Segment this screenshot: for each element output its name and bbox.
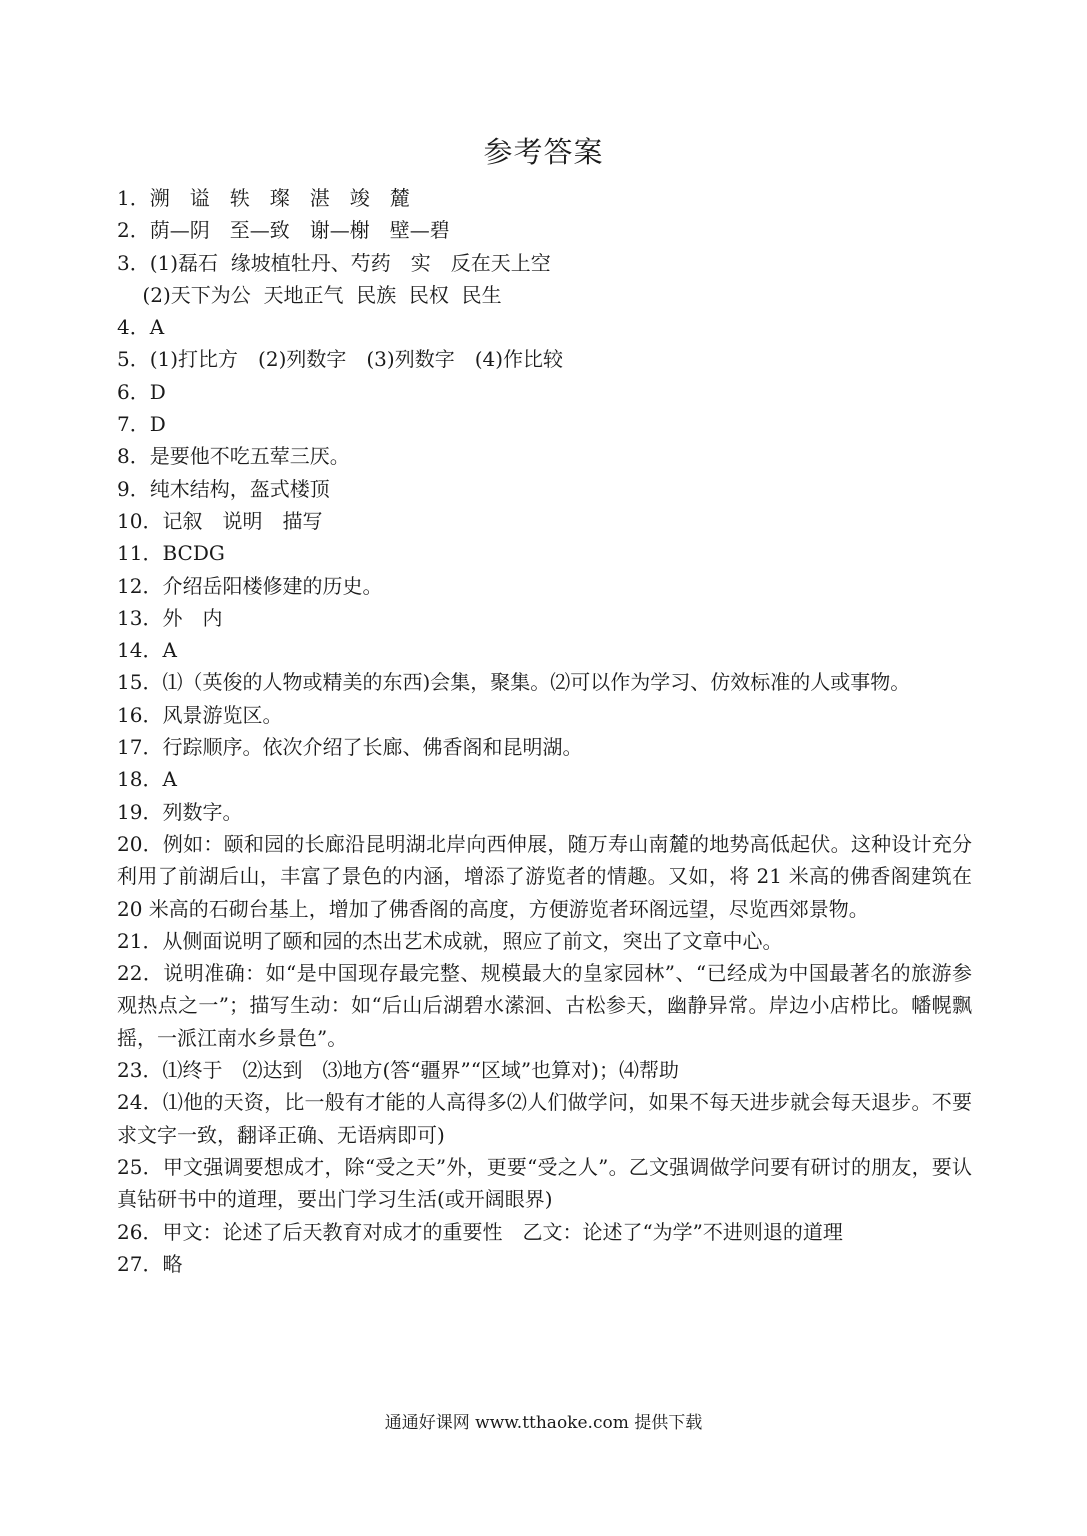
page-title: 参考答案 bbox=[483, 135, 604, 169]
answer-line: 16．风景游览区。 bbox=[117, 702, 283, 727]
page-footer: 通通好课网 www.tthaoke.com 提供下载 bbox=[384, 1413, 703, 1433]
answer-line: 12．介绍岳阳楼修建的历史。 bbox=[117, 573, 383, 598]
answer-line: 6．D bbox=[117, 379, 166, 404]
answer-line: 5．(1)打比方 (2)列数字 (3)列数字 (4)作比较 bbox=[117, 347, 564, 372]
answer-line: 21．从侧面说明了颐和园的杰出艺术成就，照应了前文，突出了文章中心。 bbox=[117, 928, 783, 953]
answer-list bbox=[117, 182, 972, 1280]
answer-line: 17．行踪顺序。依次介绍了长廊、佛香阁和昆明湖。 bbox=[117, 735, 583, 760]
answer-line: 11．BCDG bbox=[117, 541, 225, 566]
answer-line: 27．略 bbox=[117, 1251, 183, 1276]
answer-line: 14．A bbox=[117, 638, 177, 663]
answer-line: 4．A bbox=[117, 315, 165, 340]
answer-line: 9．纯木结构，盔式楼顶 bbox=[117, 476, 330, 501]
answer-paragraph: 20．例如：颐和园的长廊沿昆明湖北岸向西伸展，随万寿山南麓的地势高低起伏。这种设计充分利用了前湖后山，丰富了景色的内涵，增添了游览者的情趣。又如，将 21 米高的佛香阁建筑在 20 米高的石砌台基上，增加了佛香阁的高度，方便游览者环阁远望，尽览西郊景物。 bbox=[117, 831, 972, 921]
answer-paragraph: 22．说明准确：如“是中国现存最完整、规模最大的皇家园林”、“已经成为中国最著名的旅游参观热点之一”；描写生动：如“后山后湖碧水潆洄、古松参天，幽静异常。岸边小店栉比。幡幌飘摇，一派江南水乡景色”。 bbox=[117, 961, 972, 1050]
answer-line: 3．(1)磊石 缘坡植牡丹、芍药 实 反在天上空 bbox=[117, 250, 551, 275]
answer-line: 10．记叙 说明 描写 bbox=[117, 508, 323, 533]
answer-paragraph: 25．甲文强调要想成才，除“受之天”外，更要“受之人”。乙文强调做学问要有研讨的朋友，要认真钻研书中的道理，要出门学习生活(或开阔眼界) bbox=[117, 1154, 972, 1212]
answer-line: (2)天下为公 天地正气 民族 民权 民生 bbox=[117, 282, 502, 307]
answer-line: 18．A bbox=[117, 767, 177, 792]
answer-line: 2．荫—阴 至—致 谢—榭 壁—碧 bbox=[117, 218, 450, 243]
answer-line: 1．溯 谥 轶 璨 湛 竣 麓 bbox=[117, 186, 410, 210]
answer-line: 7．D bbox=[117, 412, 166, 437]
answer-line: 13．外 内 bbox=[117, 605, 223, 630]
answer-line: 26．甲文：论述了后天教育对成才的重要性 乙文：论述了“为学”不进则退的道理 bbox=[117, 1219, 843, 1244]
answer-line: 19．列数字。 bbox=[117, 799, 243, 824]
answer-line: 23．⑴终于 ⑵达到 ⑶地方(答“疆界”“区域”也算对)；⑷帮助 bbox=[117, 1058, 679, 1083]
answer-line: 8．是要他不吃五荤三厌。 bbox=[117, 444, 350, 469]
answer-paragraph: 15．⑴（英俊的人物或精美的东西)会集，聚集。⑵可以作为学习、仿效标准的人或事物。 bbox=[117, 670, 911, 695]
answer-paragraph: 24．⑴他的天资，比一般有才能的人高得多⑵人们做学问，如果不每天进步就会每天退步。不要求文字一致，翻译正确、无语病即可) bbox=[117, 1090, 972, 1147]
